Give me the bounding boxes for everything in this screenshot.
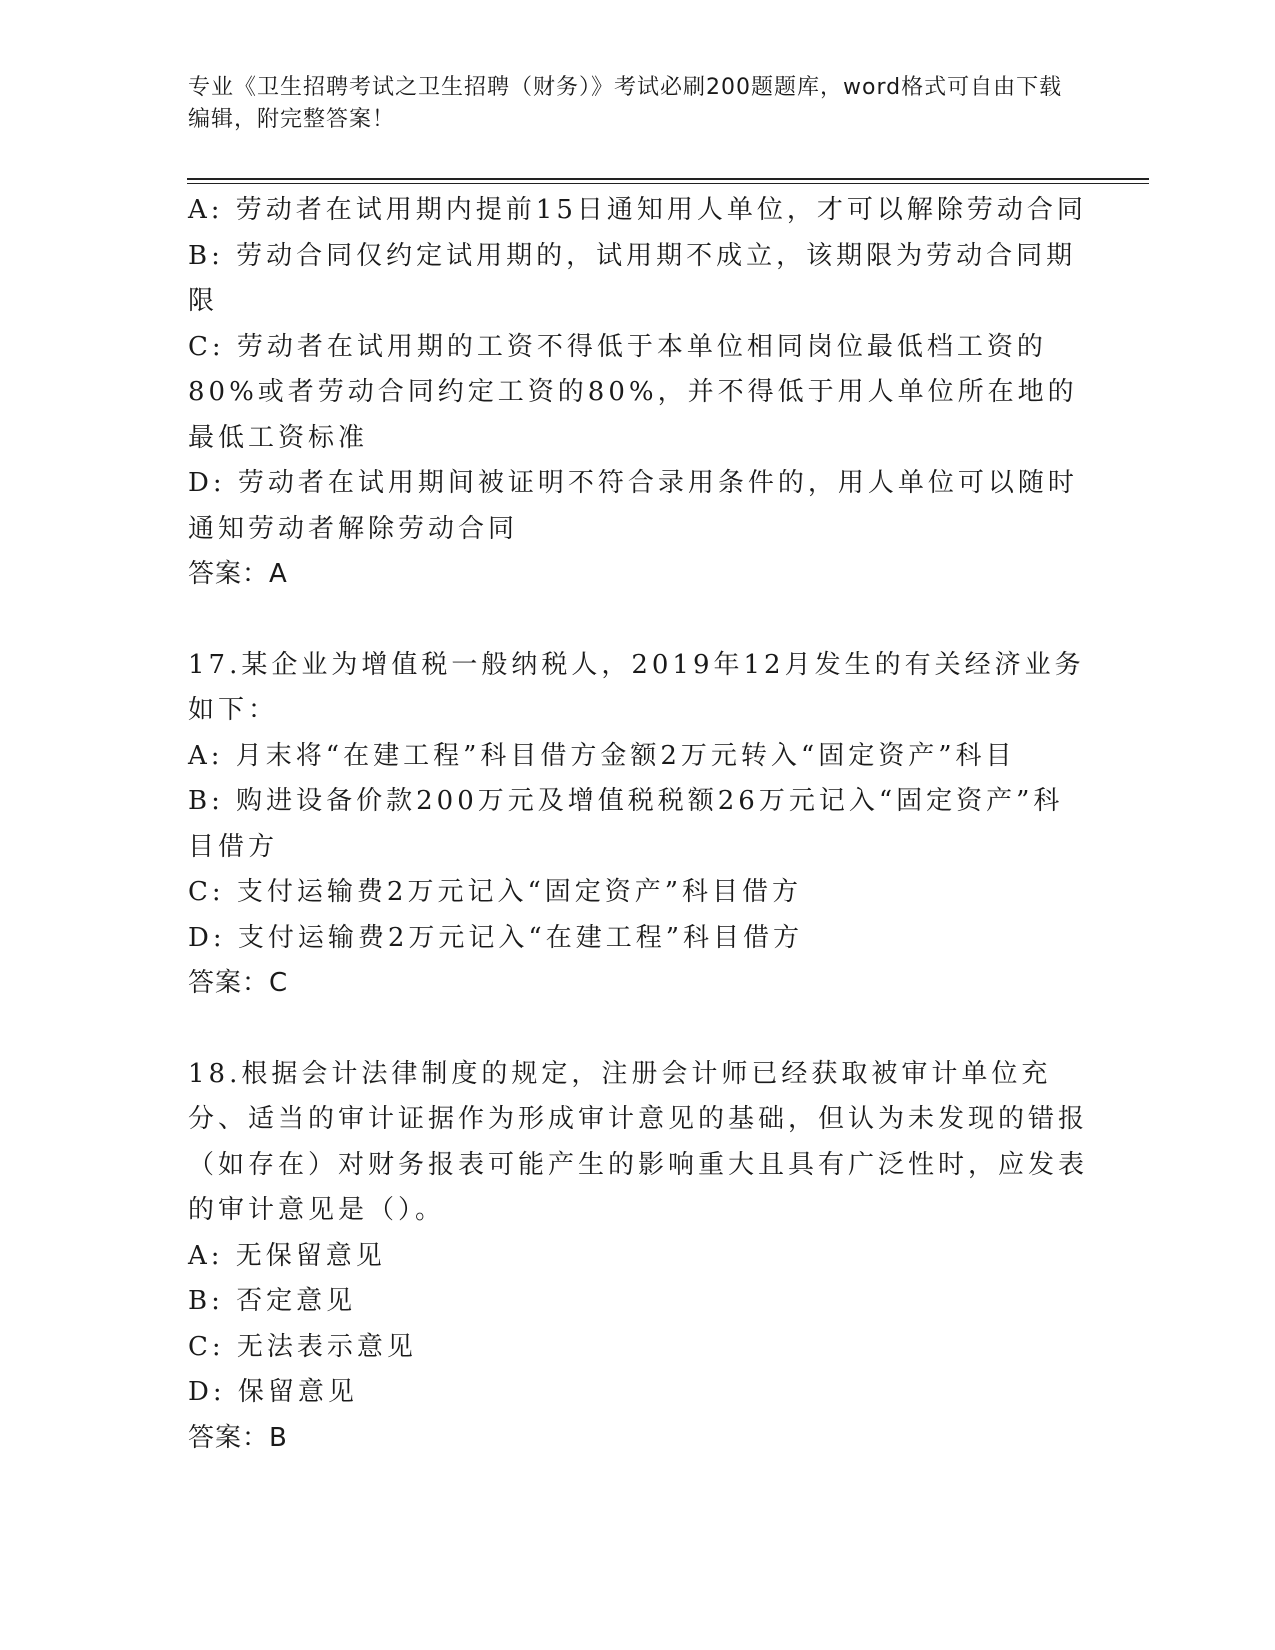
- question-17-option-a: A: 月末将“在建工程”科目借方金额2万元转入“固定资产”科目: [188, 740, 1016, 771]
- question-17-option-b: B: 购进设备价款200万元及增值税税额26万元记入“固定资产”科目借方: [188, 786, 1064, 862]
- question-17-answer: 答案：C: [188, 968, 289, 998]
- question-17-option-c: C: 支付运输费2万元记入“固定资产”科目借方: [188, 877, 803, 907]
- question-18-option-c: C: 无法表示意见: [188, 1331, 417, 1362]
- question-18-option-b: B: 否定意见: [188, 1286, 357, 1316]
- question-list: [188, 188, 1088, 1461]
- question-17-stem: 17.某企业为增值税一般纳税人，2019年12月发生的有关经济业务如下：: [188, 649, 1085, 725]
- question-16-answer: 答案：A: [188, 559, 288, 589]
- question-16-option-a: A: 劳动者在试用期内提前15日通知用人单位，才可以解除劳动合同: [188, 195, 1087, 225]
- question-18-option-d: D: 保留意见: [188, 1377, 358, 1407]
- question-18-answer: 答案：B: [188, 1422, 288, 1453]
- document-header: 专业《卫生招聘考试之卫生招聘（财务）》考试必刷200题题库，word格式可自由下载编辑，附完整答案！: [188, 75, 1063, 132]
- question-18-option-a: A: 无保留意见: [188, 1240, 386, 1271]
- question-16-option-d: D: 劳动者在试用期间被证明不符合录用条件的，用人单位可以随时通知劳动者解除劳动合同: [188, 468, 1078, 544]
- question-17-option-d: D: 支付运输费2万元记入“在建工程”科目借方: [188, 922, 803, 953]
- spacer: [188, 598, 1088, 643]
- header-rule-thick: [187, 178, 1149, 180]
- question-18-block: [188, 1052, 1088, 1462]
- question-16-block: [188, 188, 1088, 598]
- header-rule-thin: [187, 183, 1149, 184]
- question-17-block: [188, 643, 1088, 1007]
- question-16-option-c: C: 劳动者在试用期的工资不得低于本单位相同岗位最低档工资的80%或者劳动合同约定工资的80%，并不得低于用人单位所在地的最低工资标准: [188, 331, 1078, 453]
- question-18-stem: 18.根据会计法律制度的规定，注册会计师已经获取被审计单位充分、适当的审计证据作为形成审计意见的基础，但认为未发现的错报（如存在）对财务报表可能产生的影响重大且具有广泛性时，应发表的审计意见是（）。: [188, 1058, 1089, 1225]
- question-16-option-b: B: 劳动合同仅约定试用期的，试用期不成立，该期限为劳动合同期限: [188, 240, 1077, 316]
- spacer: [188, 1007, 1088, 1052]
